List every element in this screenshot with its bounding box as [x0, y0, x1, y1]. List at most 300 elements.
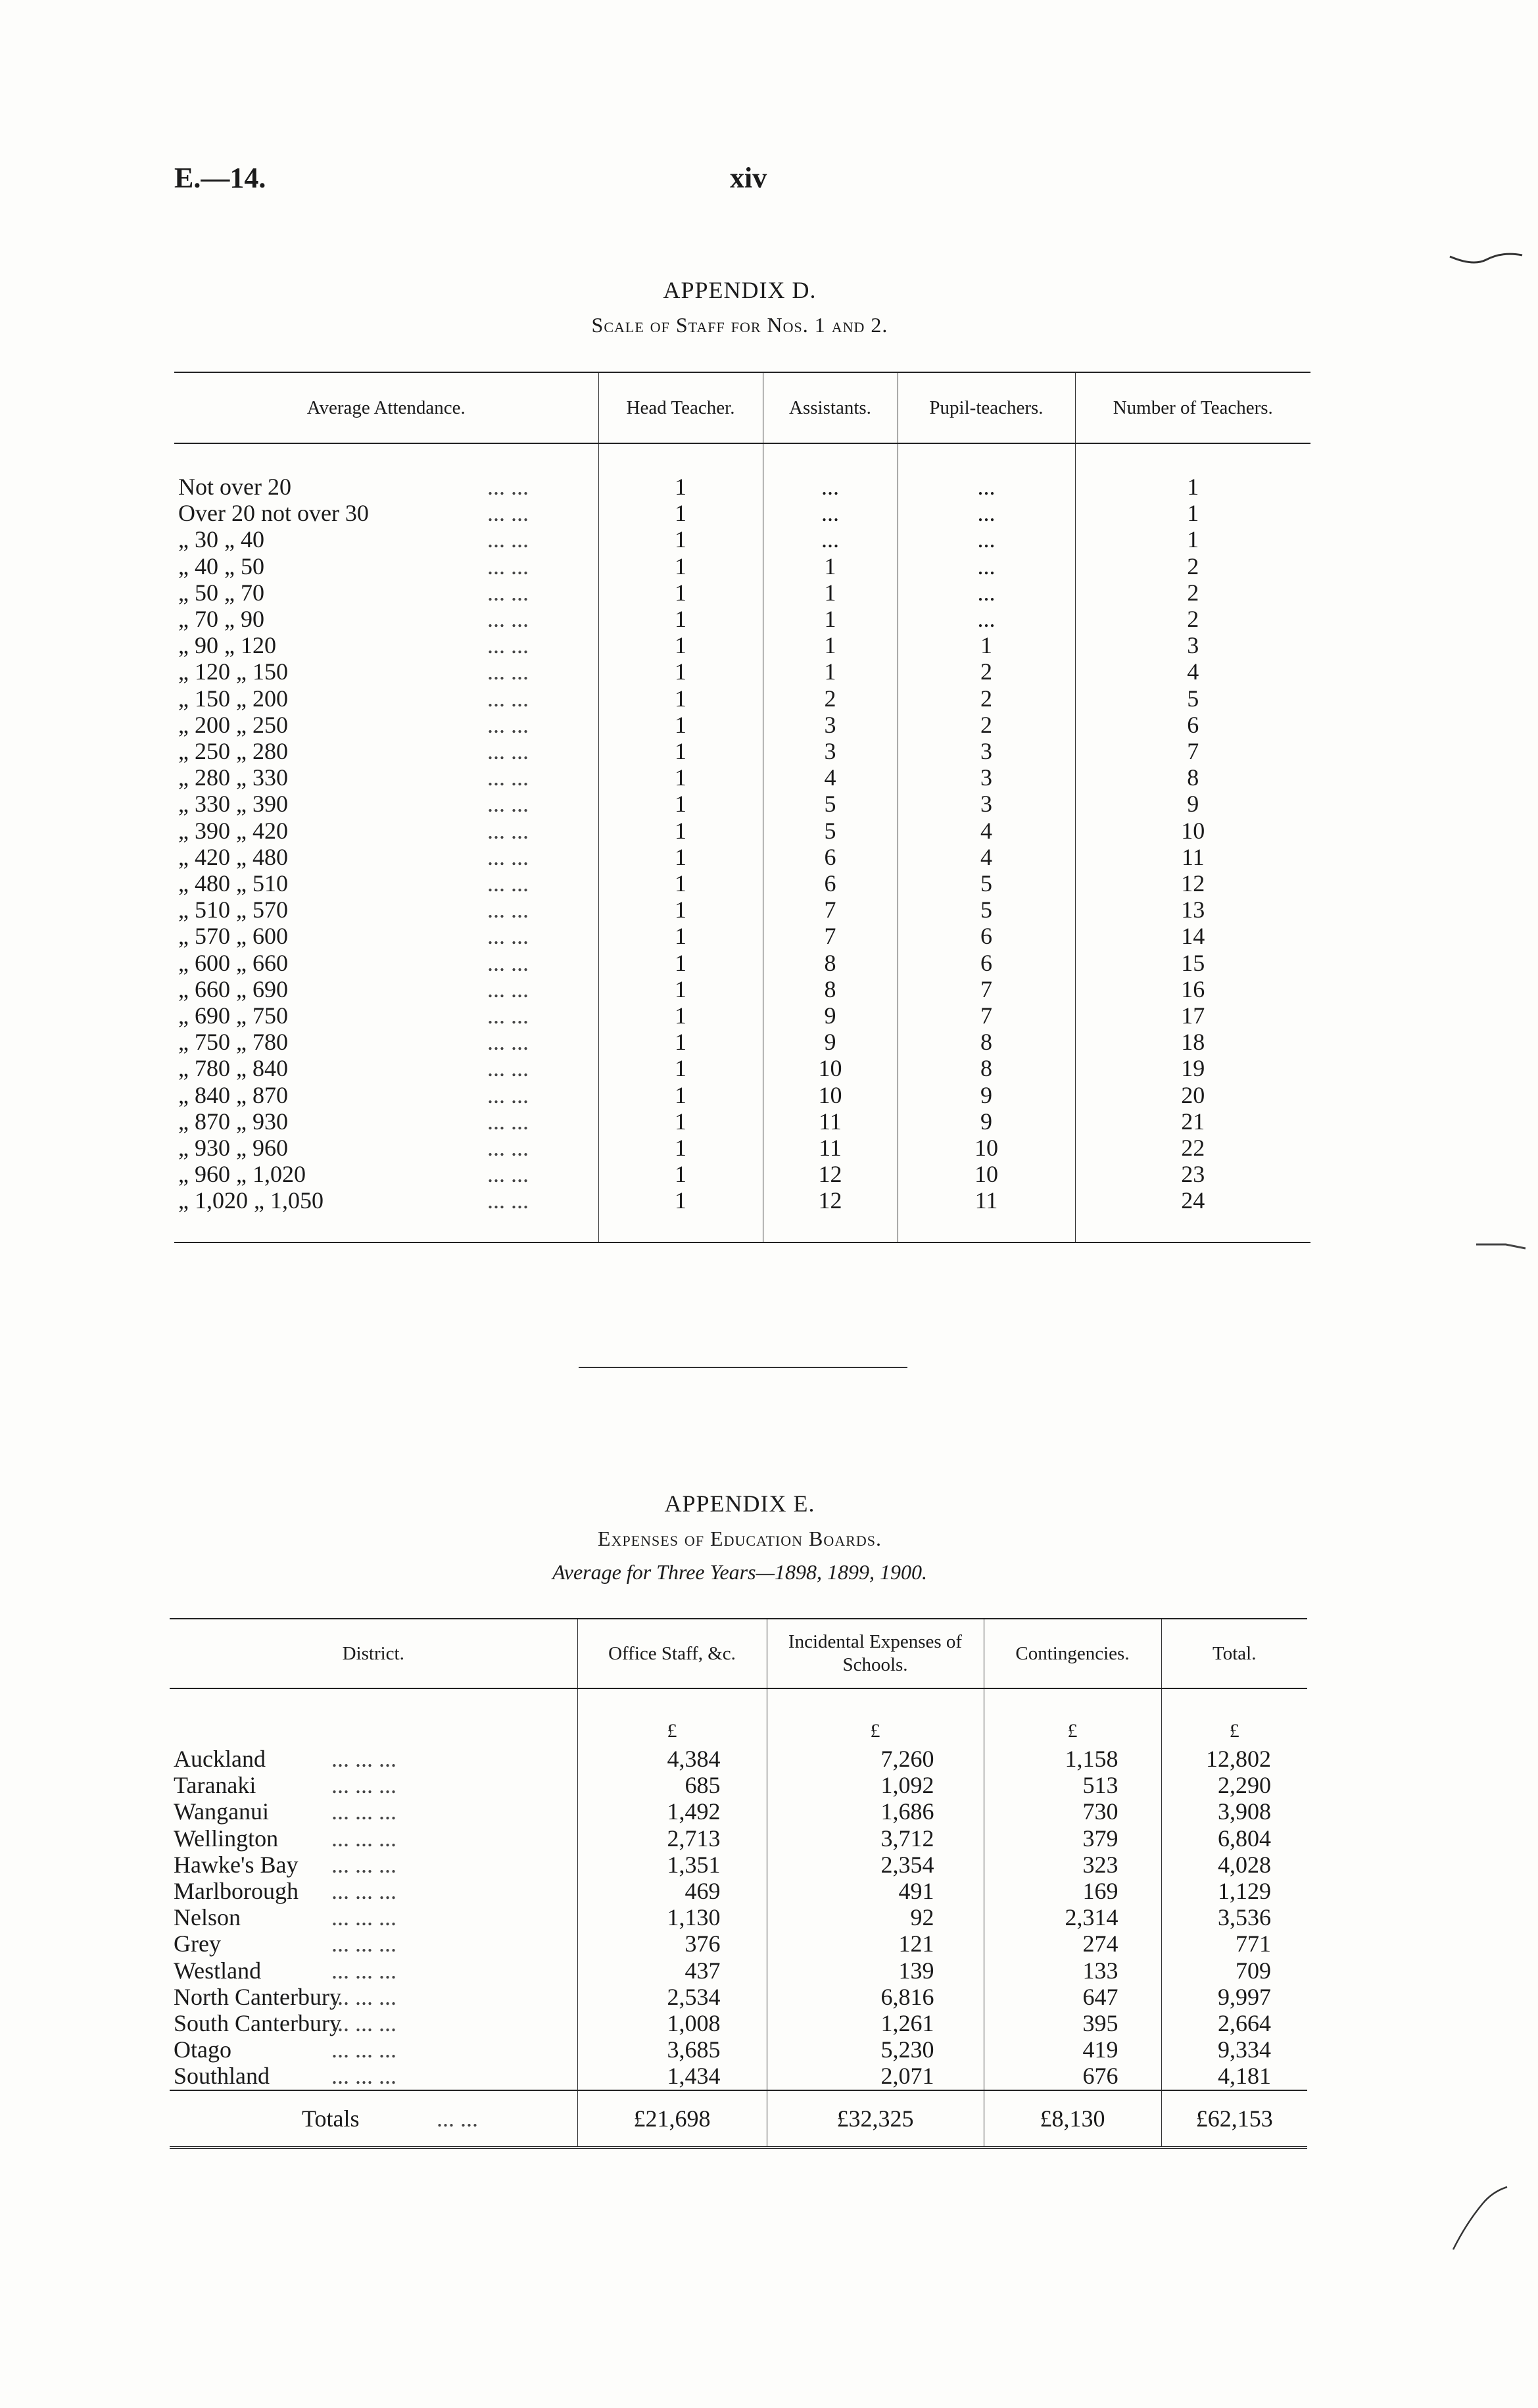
col-header-number-of-teachers: Number of Teachers.: [1075, 372, 1310, 443]
number-of-teachers-cell: 17: [1075, 1002, 1310, 1029]
assistants-cell: 2: [763, 685, 898, 712]
leader-dots: ... ...: [487, 1081, 529, 1108]
col-header-total: Total.: [1161, 1619, 1307, 1688]
total-incidental-expenses: £32,325: [767, 2090, 984, 2148]
office-staff-cell: 1,492: [577, 1798, 767, 1825]
total-cell: 9,334: [1161, 2036, 1307, 2063]
assistants-cell: 10: [763, 1055, 898, 1081]
table-row: [174, 1135, 1310, 1161]
leader-dots: ... ...: [487, 897, 529, 923]
grand-total: £62,153: [1161, 2090, 1307, 2148]
attendance-label: Not over 20: [178, 474, 291, 500]
district-cell: [170, 1852, 577, 1878]
attendance-cell: [174, 791, 598, 817]
number-of-teachers-cell: 2: [1075, 579, 1310, 606]
assistants-cell: 9: [763, 1002, 898, 1029]
leader-dots: ... ...: [487, 870, 529, 897]
leader-dots: ... ...: [487, 632, 529, 659]
staff-scale-table: [174, 372, 1310, 1243]
total-cell: 3,536: [1161, 1904, 1307, 1930]
district-cell: [170, 1798, 577, 1825]
attendance-label: „ 250 „ 280: [178, 738, 288, 765]
leader-dots: ... ...: [487, 1029, 529, 1056]
table-header-row: [170, 1619, 1307, 1688]
contingencies-cell: 274: [984, 1930, 1161, 1957]
leader-dots: ... ...: [487, 817, 529, 844]
attendance-cell: [174, 897, 598, 923]
number-of-teachers-cell: 24: [1075, 1187, 1310, 1214]
district-cell: [170, 1957, 577, 1984]
contingencies-cell: 133: [984, 1957, 1161, 1984]
pupil-teachers-cell: ...: [898, 526, 1075, 553]
attendance-label: „ 40 „ 50: [178, 553, 264, 579]
appendix-d-heading: [174, 276, 1305, 337]
leader-dots: ... ...: [487, 474, 529, 500]
incidental-expenses-cell: 3,712: [767, 1825, 984, 1852]
col-header-contingencies: Contingencies.: [984, 1619, 1161, 1688]
office-staff-cell: 4,384: [577, 1746, 767, 1772]
attendance-label: „ 960 „ 1,020: [178, 1161, 306, 1188]
attendance-label: „ 420 „ 480: [178, 843, 288, 870]
head-teacher-cell: 1: [598, 844, 763, 870]
appendix-d-title: APPENDIX D.: [663, 277, 817, 303]
leader-dots: ... ... ...: [331, 1798, 397, 1825]
scan-mark: [1447, 237, 1526, 276]
attendance-label: „ 120 „ 150: [178, 658, 288, 685]
table-row: [174, 844, 1310, 870]
table-row: [174, 1108, 1310, 1135]
office-staff-cell: 685: [577, 1772, 767, 1798]
office-staff-cell: 1,008: [577, 2010, 767, 2036]
assistants-cell: ...: [763, 500, 898, 526]
pupil-teachers-cell: 3: [898, 791, 1075, 817]
pupil-teachers-cell: 2: [898, 685, 1075, 712]
attendance-cell: [174, 950, 598, 976]
assistants-cell: 3: [763, 712, 898, 738]
leader-dots: ... ... ...: [331, 1825, 397, 1852]
head-teacher-cell: 1: [598, 791, 763, 817]
table-row: [170, 1798, 1307, 1825]
table-row: [170, 1904, 1307, 1930]
table-row: [174, 474, 1310, 500]
leader-dots: ... ...: [487, 685, 529, 712]
assistants-cell: 1: [763, 579, 898, 606]
pupil-teachers-cell: 7: [898, 976, 1075, 1002]
col-header-incidental: Incidental Expenses of Schools.: [767, 1619, 984, 1688]
col-header-assistants: Assistants.: [763, 372, 898, 443]
assistants-cell: 10: [763, 1082, 898, 1108]
total-cell: 2,664: [1161, 2010, 1307, 2036]
district-name: Southland: [174, 2063, 270, 2090]
attendance-label: „ 510 „ 570: [178, 897, 288, 923]
table-row: [174, 738, 1310, 764]
attendance-label: „ 1,020 „ 1,050: [178, 1187, 324, 1214]
pupil-teachers-cell: ...: [898, 579, 1075, 606]
contingencies-cell: 323: [984, 1852, 1161, 1878]
pupil-teachers-cell: 10: [898, 1161, 1075, 1187]
contingencies-cell: 1,158: [984, 1746, 1161, 1772]
district-name: Wellington: [174, 1825, 279, 1852]
district-cell: [170, 1930, 577, 1957]
head-teacher-cell: 1: [598, 474, 763, 500]
assistants-cell: 8: [763, 976, 898, 1002]
assistants-cell: 8: [763, 950, 898, 976]
attendance-cell: [174, 474, 598, 500]
head-teacher-cell: 1: [598, 1187, 763, 1214]
attendance-cell: [174, 1161, 598, 1187]
assistants-cell: 1: [763, 606, 898, 632]
number-of-teachers-cell: 4: [1075, 658, 1310, 685]
head-teacher-cell: 1: [598, 606, 763, 632]
table-row: [170, 2063, 1307, 2090]
attendance-cell: [174, 818, 598, 844]
attendance-label: „ 330 „ 390: [178, 791, 288, 818]
district-name: Nelson: [174, 1904, 241, 1931]
pupil-teachers-cell: 10: [898, 1135, 1075, 1161]
district-cell: [170, 2036, 577, 2063]
district-cell: [170, 1825, 577, 1852]
pupil-teachers-cell: ...: [898, 553, 1075, 579]
attendance-label: „ 70 „ 90: [178, 606, 264, 633]
leader-dots: ... ... ...: [331, 1930, 397, 1957]
head-teacher-cell: 1: [598, 1082, 763, 1108]
table-row: [174, 791, 1310, 817]
leader-dots: ... ... ...: [331, 1878, 397, 1905]
number-of-teachers-cell: 9: [1075, 791, 1310, 817]
district-cell: [170, 2010, 577, 2036]
pupil-teachers-cell: 1: [898, 632, 1075, 658]
office-staff-cell: 1,434: [577, 2063, 767, 2090]
total-cell: 9,997: [1161, 1984, 1307, 2010]
col-header-head-teacher: Head Teacher.: [598, 372, 763, 443]
total-cell: 4,181: [1161, 2063, 1307, 2090]
total-contingencies: £8,130: [984, 2090, 1161, 2148]
section-divider: [579, 1367, 907, 1368]
table-row: [170, 1957, 1307, 1984]
head-teacher-cell: 1: [598, 976, 763, 1002]
page-header: [174, 161, 1305, 201]
contingencies-cell: 2,314: [984, 1904, 1161, 1930]
table-row: [174, 500, 1310, 526]
attendance-label: „ 280 „ 330: [178, 764, 288, 791]
office-staff-cell: 437: [577, 1957, 767, 1984]
district-cell: [170, 1984, 577, 2010]
assistants-cell: 12: [763, 1187, 898, 1214]
attendance-cell: [174, 1108, 598, 1135]
table-row: [174, 1082, 1310, 1108]
head-teacher-cell: 1: [598, 526, 763, 553]
office-staff-cell: 1,130: [577, 1904, 767, 1930]
head-teacher-cell: 1: [598, 685, 763, 712]
staff-scale-body: [174, 443, 1310, 1242]
leader-dots: ... ...: [487, 843, 529, 870]
attendance-cell: [174, 606, 598, 632]
table-row: [170, 2010, 1307, 2036]
table-row: [170, 1984, 1307, 2010]
assistants-cell: 7: [763, 897, 898, 923]
number-of-teachers-cell: 23: [1075, 1161, 1310, 1187]
col-header-pupil-teachers: Pupil-teachers.: [898, 372, 1075, 443]
contingencies-cell: 419: [984, 2036, 1161, 2063]
pupil-teachers-cell: ...: [898, 474, 1075, 500]
pupil-teachers-cell: 6: [898, 950, 1075, 976]
leader-dots: ... ...: [487, 606, 529, 633]
district-name: Westland: [174, 1957, 262, 1984]
assistants-cell: 6: [763, 844, 898, 870]
total-cell: 771: [1161, 1930, 1307, 1957]
attendance-label: „ 90 „ 120: [178, 632, 276, 659]
head-teacher-cell: 1: [598, 1002, 763, 1029]
table-header-row: [174, 372, 1310, 443]
table-row: [174, 764, 1310, 791]
pupil-teachers-cell: 9: [898, 1082, 1075, 1108]
pupil-teachers-cell: 3: [898, 764, 1075, 791]
table-row: [174, 818, 1310, 844]
totals-row: [170, 2090, 1307, 2148]
table-row: [174, 1161, 1310, 1187]
leader-dots: ... ...: [487, 500, 529, 527]
total-cell: 12,802: [1161, 1746, 1307, 1772]
head-teacher-cell: 1: [598, 658, 763, 685]
office-staff-cell: 3,685: [577, 2036, 767, 2063]
assistants-cell: 11: [763, 1108, 898, 1135]
pupil-teachers-cell: 2: [898, 658, 1075, 685]
incidental-expenses-cell: 1,092: [767, 1772, 984, 1798]
attendance-cell: [174, 500, 598, 526]
board-expenses-table: [170, 1618, 1307, 2149]
leader-dots: ... ...: [487, 791, 529, 818]
unit-label: £: [984, 1717, 1161, 1746]
attendance-cell: [174, 553, 598, 579]
number-of-teachers-cell: 1: [1075, 526, 1310, 553]
unit-label: £: [767, 1717, 984, 1746]
table-row: [174, 712, 1310, 738]
leader-dots: ... ...: [487, 764, 529, 791]
leader-dots: ... ... ...: [331, 1983, 397, 2010]
totals-label: Totals: [302, 2105, 360, 2132]
attendance-cell: [174, 923, 598, 949]
assistants-cell: 5: [763, 818, 898, 844]
attendance-cell: [174, 1135, 598, 1161]
attendance-label: „ 200 „ 250: [178, 711, 288, 738]
district-name: Hawke's Bay: [174, 1851, 299, 1878]
attendance-cell: [174, 870, 598, 897]
incidental-expenses-cell: 121: [767, 1930, 984, 1957]
assistants-cell: 3: [763, 738, 898, 764]
leader-dots: ... ... ...: [331, 2063, 397, 2090]
incidental-expenses-cell: 7,260: [767, 1746, 984, 1772]
table-row: [174, 870, 1310, 897]
attendance-cell: [174, 1002, 598, 1029]
total-cell: 709: [1161, 1957, 1307, 1984]
assistants-cell: 5: [763, 791, 898, 817]
attendance-cell: [174, 632, 598, 658]
leader-dots: ... ...: [487, 1161, 529, 1188]
pupil-teachers-cell: 3: [898, 738, 1075, 764]
table-row: [170, 1746, 1307, 1772]
pupil-teachers-cell: 4: [898, 818, 1075, 844]
scan-mark: [1473, 1237, 1532, 1256]
pupil-teachers-cell: 8: [898, 1055, 1075, 1081]
number-of-teachers-cell: 18: [1075, 1029, 1310, 1055]
leader-dots: ... ...: [487, 949, 529, 976]
attendance-cell: [174, 844, 598, 870]
attendance-cell: [174, 738, 598, 764]
leader-dots: ... ...: [437, 2105, 478, 2132]
incidental-expenses-cell: 491: [767, 1878, 984, 1904]
leader-dots: ... ...: [487, 526, 529, 553]
table-row: [174, 553, 1310, 579]
appendix-e-period: Average for Three Years—1898, 1899, 1900.: [552, 1560, 928, 1584]
attendance-cell: [174, 526, 598, 553]
attendance-label: „ 780 „ 840: [178, 1055, 288, 1082]
attendance-label: „ 870 „ 930: [178, 1108, 288, 1135]
appendix-e-heading: [174, 1490, 1305, 1585]
number-of-teachers-cell: 19: [1075, 1055, 1310, 1081]
appendix-d-subtitle: Scale of Staff for Nos. 1 and 2.: [591, 313, 888, 337]
attendance-cell: [174, 976, 598, 1002]
leader-dots: ... ... ...: [331, 1957, 397, 1984]
pupil-teachers-cell: 11: [898, 1187, 1075, 1214]
table-row: [174, 923, 1310, 949]
assistants-cell: 1: [763, 553, 898, 579]
table-row: [174, 976, 1310, 1002]
number-of-teachers-cell: 5: [1075, 685, 1310, 712]
attendance-label: „ 390 „ 420: [178, 817, 288, 844]
table-row: [174, 1055, 1310, 1081]
table-row: [174, 1029, 1310, 1055]
appendix-e-subtitle: Expenses of Education Boards.: [598, 1527, 882, 1550]
leader-dots: ... ...: [487, 658, 529, 685]
attendance-label: „ 30 „ 40: [178, 526, 264, 553]
table-row: [174, 632, 1310, 658]
number-of-teachers-cell: 21: [1075, 1108, 1310, 1135]
leader-dots: ... ...: [487, 1055, 529, 1082]
leader-dots: ... ...: [487, 738, 529, 765]
number-of-teachers-cell: 8: [1075, 764, 1310, 791]
number-of-teachers-cell: 20: [1075, 1082, 1310, 1108]
head-teacher-cell: 1: [598, 1161, 763, 1187]
pupil-teachers-cell: 5: [898, 870, 1075, 897]
leader-dots: ... ...: [487, 1108, 529, 1135]
leader-dots: ... ... ...: [331, 1904, 397, 1931]
col-header-office-staff: Office Staff, &c.: [577, 1619, 767, 1688]
head-teacher-cell: 1: [598, 553, 763, 579]
district-name: Grey: [174, 1930, 221, 1957]
number-of-teachers-cell: 12: [1075, 870, 1310, 897]
pupil-teachers-cell: 9: [898, 1108, 1075, 1135]
incidental-expenses-cell: 1,261: [767, 2010, 984, 2036]
incidental-expenses-cell: 92: [767, 1904, 984, 1930]
leader-dots: ... ... ...: [331, 2036, 397, 2063]
attendance-label: „ 750 „ 780: [178, 1029, 288, 1056]
number-of-teachers-cell: 1: [1075, 500, 1310, 526]
table-row: [174, 1187, 1310, 1214]
incidental-expenses-cell: 2,071: [767, 2063, 984, 2090]
assistants-cell: ...: [763, 474, 898, 500]
attendance-cell: [174, 579, 598, 606]
table-row: [170, 2036, 1307, 2063]
leader-dots: ... ... ...: [331, 2010, 397, 2037]
head-teacher-cell: 1: [598, 712, 763, 738]
table-row: [170, 1878, 1307, 1904]
attendance-cell: [174, 1029, 598, 1055]
table-row: [170, 1825, 1307, 1852]
pupil-teachers-cell: ...: [898, 500, 1075, 526]
district-cell: [170, 1746, 577, 1772]
district-name: Wanganui: [174, 1798, 270, 1825]
number-of-teachers-cell: 7: [1075, 738, 1310, 764]
leader-dots: ... ...: [487, 1135, 529, 1162]
number-of-teachers-cell: 6: [1075, 712, 1310, 738]
district-cell: [170, 1878, 577, 1904]
district-name: Marlborough: [174, 1878, 299, 1905]
table-row: [174, 526, 1310, 553]
incidental-expenses-cell: 1,686: [767, 1798, 984, 1825]
incidental-expenses-cell: 6,816: [767, 1984, 984, 2010]
attendance-label: „ 480 „ 510: [178, 870, 288, 897]
table-row: [174, 950, 1310, 976]
pupil-teachers-cell: ...: [898, 606, 1075, 632]
district-name: Auckland: [174, 1746, 266, 1772]
leader-dots: ... ...: [487, 553, 529, 579]
leader-dots: ... ...: [487, 579, 529, 606]
attendance-label: „ 570 „ 600: [178, 923, 288, 950]
number-of-teachers-cell: 11: [1075, 844, 1310, 870]
contingencies-cell: 395: [984, 2010, 1161, 2036]
total-cell: 4,028: [1161, 1852, 1307, 1878]
pupil-teachers-cell: 4: [898, 844, 1075, 870]
head-teacher-cell: 1: [598, 897, 763, 923]
head-teacher-cell: 1: [598, 764, 763, 791]
district-name: South Canterbury: [174, 2010, 341, 2037]
leader-dots: ... ...: [487, 975, 529, 1002]
total-cell: 6,804: [1161, 1825, 1307, 1852]
attendance-cell: [174, 712, 598, 738]
head-teacher-cell: 1: [598, 923, 763, 949]
pupil-teachers-cell: 8: [898, 1029, 1075, 1055]
assistants-cell: 7: [763, 923, 898, 949]
head-teacher-cell: 1: [598, 579, 763, 606]
contingencies-cell: 513: [984, 1772, 1161, 1798]
head-teacher-cell: 1: [598, 738, 763, 764]
assistants-cell: 1: [763, 632, 898, 658]
table-row: [174, 579, 1310, 606]
head-teacher-cell: 1: [598, 632, 763, 658]
board-expenses-body: [170, 1688, 1307, 2148]
incidental-expenses-cell: 139: [767, 1957, 984, 1984]
head-teacher-cell: 1: [598, 1029, 763, 1055]
head-teacher-cell: 1: [598, 1135, 763, 1161]
attendance-label: Over 20 not over 30: [178, 500, 369, 527]
number-of-teachers-cell: 16: [1075, 976, 1310, 1002]
assistants-cell: 4: [763, 764, 898, 791]
unit-label: £: [1161, 1717, 1307, 1746]
table-row: [170, 1930, 1307, 1957]
leader-dots: ... ...: [487, 1187, 529, 1214]
number-of-teachers-cell: 10: [1075, 818, 1310, 844]
table-row: [170, 1772, 1307, 1798]
attendance-cell: [174, 1082, 598, 1108]
assistants-cell: ...: [763, 526, 898, 553]
unit-label: £: [577, 1717, 767, 1746]
assistants-cell: 6: [763, 870, 898, 897]
total-cell: 2,290: [1161, 1772, 1307, 1798]
leader-dots: ... ...: [487, 711, 529, 738]
office-staff-cell: 2,534: [577, 1984, 767, 2010]
number-of-teachers-cell: 14: [1075, 923, 1310, 949]
page-code: E.—14.: [174, 162, 266, 194]
